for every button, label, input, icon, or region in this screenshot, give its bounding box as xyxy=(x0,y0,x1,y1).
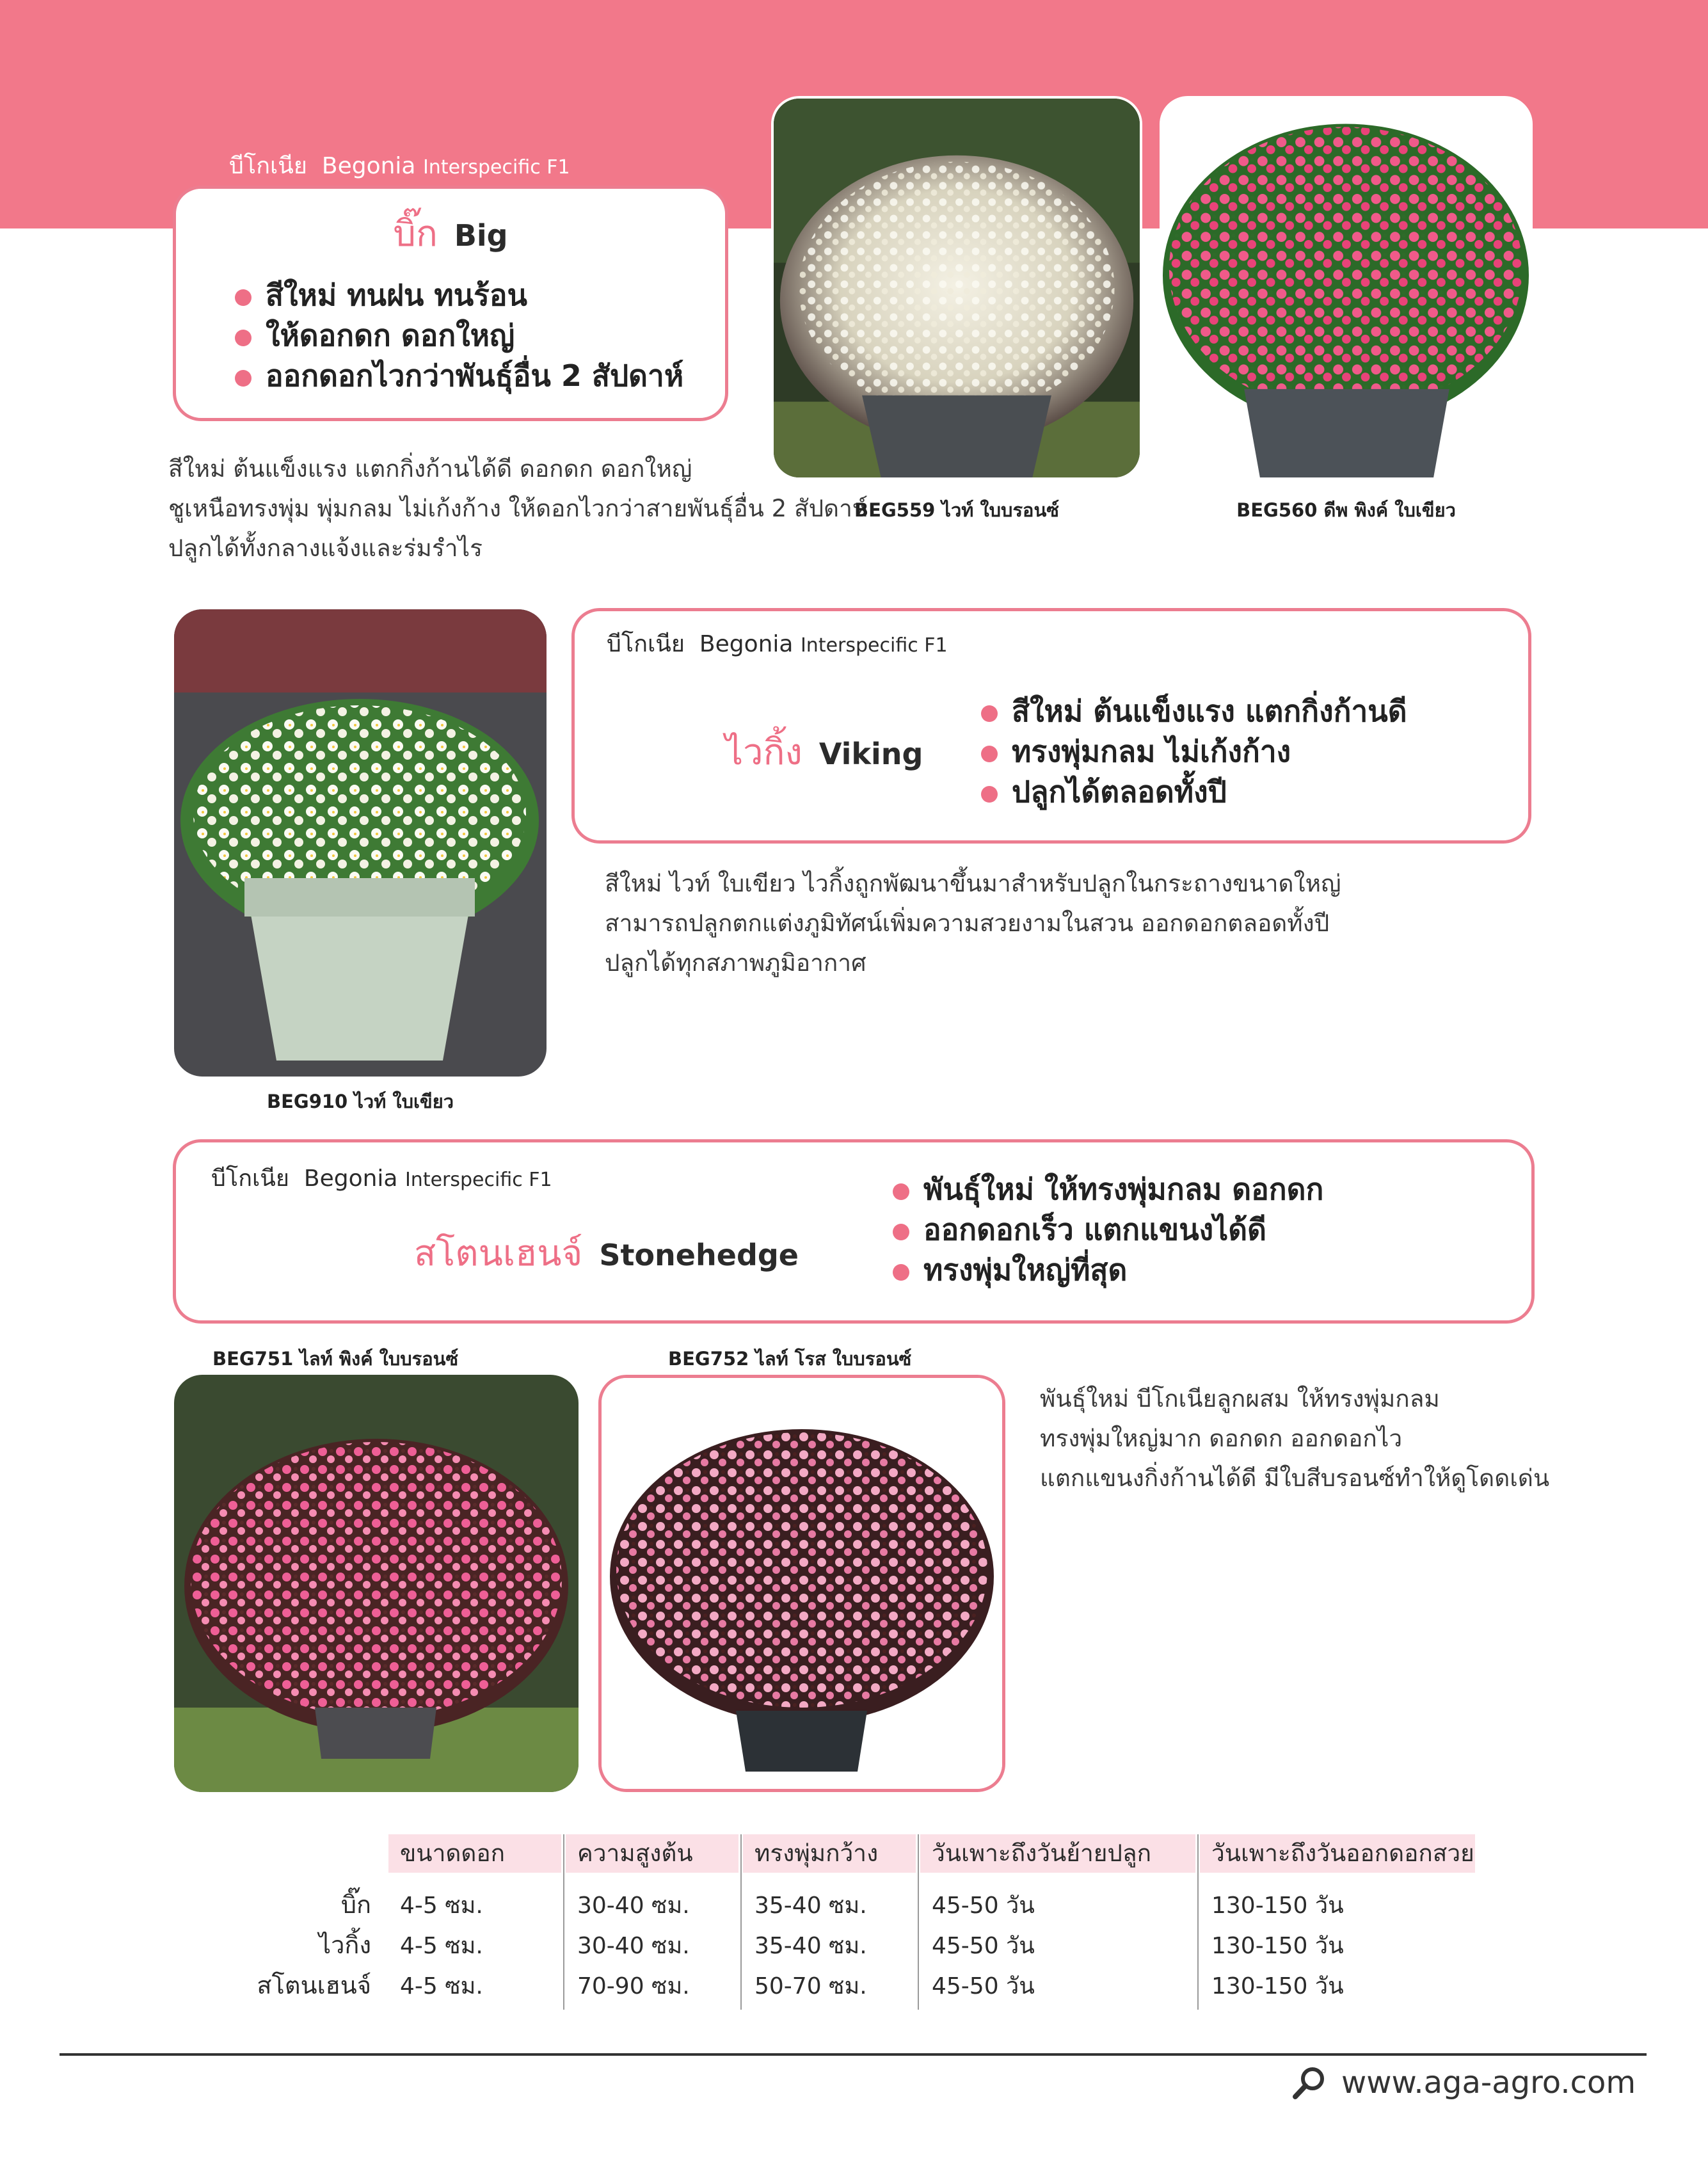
table-header: วันเพาะถึงวันย้ายปลูก xyxy=(920,1834,1195,1873)
list-item: ทรงพุ่มใหญ่ที่สุด xyxy=(893,1250,1323,1290)
row-label: ไวกิ้ง xyxy=(318,1931,371,1959)
viking-title xyxy=(725,723,923,780)
viking-info-card xyxy=(571,608,1531,844)
table-cell: 45-50 วัน xyxy=(932,1893,1035,1919)
list-item: สีใหม่ ทนฝน ทนร้อน xyxy=(235,275,683,316)
stonehedge-name-thai: สโตนเฮนจ์ xyxy=(414,1233,583,1274)
photo-caption: BEG752 ไลท์ โรส ใบบรอนซ์ xyxy=(668,1348,912,1370)
column-divider xyxy=(918,1834,919,2010)
big-feature-list xyxy=(235,275,683,396)
table-cell: 130-150 วัน xyxy=(1211,1973,1344,1999)
table-header: ขนาดดอก xyxy=(388,1834,561,1873)
table-cell: 70-90 ซม. xyxy=(577,1973,690,1999)
search-icon xyxy=(1291,2065,1327,2101)
list-item: ออกดอกเร็ว แตกแขนงได้ดี xyxy=(893,1210,1323,1250)
viking-name-english: Viking xyxy=(818,737,923,771)
big-name-thai: บิ๊ก xyxy=(393,213,438,255)
row-label: บิ๊ก xyxy=(340,1891,371,1919)
stonehedge-description: พันธุ์ใหม่ บีโกเนียลูกผสม ให้ทรงพุ่มกลม ทรงพุ่มใหญ่มาก ดอกดก ออกดอกไว แตกแขนงกิ่งก้านได้ดี มีใบสีบรอนซ์ทำให้ดูโดดเด่น xyxy=(1040,1385,1550,1492)
photo-caption: BEG910 ไวท์ ใบเขียว xyxy=(266,1091,454,1112)
viking-subtitle: บีโกเนีย Begonia Interspecific F1 xyxy=(607,631,948,657)
big-subtitle: บีโกเนีย Begonia Interspecific F1 xyxy=(229,153,570,179)
table-header: ความสูงต้น xyxy=(566,1834,738,1873)
table-header: วันเพาะถึงวันออกดอกสวย xyxy=(1200,1834,1475,1873)
table-cell: 30-40 ซม. xyxy=(577,1893,690,1919)
table-cell: 45-50 วัน xyxy=(932,1973,1035,1999)
big-info-card xyxy=(173,186,728,421)
list-item: ปลูกได้ตลอดทั้งปี xyxy=(981,772,1407,812)
table-cell: 35-40 ซม. xyxy=(754,1933,867,1959)
photo-caption: BEG560 ดีพ พิงค์ ใบเขียว xyxy=(1236,499,1456,521)
stonehedge-subtitle: บีโกเนีย Begonia Interspecific F1 xyxy=(211,1165,552,1192)
table-cell: 35-40 ซม. xyxy=(754,1893,867,1919)
stonehedge-feature-list xyxy=(893,1169,1323,1290)
deep-pink-begonia-photo xyxy=(1160,96,1533,480)
table-cell: 4-5 ซม. xyxy=(400,1893,483,1919)
table-cell: 130-150 วัน xyxy=(1211,1933,1344,1959)
light-rose-begonia-photo xyxy=(598,1375,1005,1792)
column-divider xyxy=(563,1834,564,2010)
big-name-english: Big xyxy=(454,218,508,253)
stonehedge-info-card xyxy=(173,1139,1535,1324)
white-begonia-bronze-leaf-photo xyxy=(771,96,1142,480)
white-begonia-green-leaf-photo xyxy=(174,609,547,1077)
table-cell: 45-50 วัน xyxy=(932,1933,1035,1959)
stonehedge-name-english: Stonehedge xyxy=(599,1238,799,1272)
viking-description: สีใหม่ ไวท์ ใบเขียว ไวกิ้งถูกพัฒนาขึ้นมาสำหรับปลูกในกระถางขนาดใหญ่ สามารถปลูกตกแต่งภูมิทัศน์เพิ่มความสวยงามในสวน ออกดอกตลอดทั้งปี ปลูกได้ทุกสภาพภูมิอากาศ xyxy=(605,870,1341,977)
list-item: ให้ดอกดก ดอกใหญ่ xyxy=(235,316,683,356)
list-item: ทรงพุ่มกลม ไม่เก้งก้าง xyxy=(981,732,1407,772)
stonehedge-title xyxy=(414,1224,799,1281)
list-item: ออกดอกไวกว่าพันธุ์อื่น 2 สัปดาห์ xyxy=(235,356,683,396)
big-title xyxy=(176,205,725,262)
light-pink-begonia-photo xyxy=(174,1375,579,1792)
table-cell: 4-5 ซม. xyxy=(400,1973,483,1999)
column-divider xyxy=(740,1834,742,2010)
row-label: สโตนเฮนจ์ xyxy=(257,1971,371,1999)
table-cell: 4-5 ซม. xyxy=(400,1933,483,1959)
big-description: สีใหม่ ต้นแข็งแรง แตกกิ่งก้านได้ดี ดอกดก ดอกใหญ่ ชูเหนือทรงพุ่ม พุ่มกลม ไม่เก้งก้าง ให้ดอกไวกว่าสายพันธุ์อื่น 2 สัปดาห์ ปลูกได้ทั้งกลางแจ้งและร่มรำไร xyxy=(168,455,868,562)
photo-caption: BEG559 ไวท์ ใบบรอนซ์ xyxy=(854,499,1059,521)
table-cell: 50-70 ซม. xyxy=(754,1973,867,1999)
website-link[interactable]: www.aga-agro.com xyxy=(1341,2065,1636,2101)
table-header: ทรงพุ่มกว้าง xyxy=(743,1834,916,1873)
footer-divider xyxy=(60,2053,1647,2056)
viking-name-thai: ไวกิ้ง xyxy=(725,732,802,773)
table-cell: 130-150 วัน xyxy=(1211,1893,1344,1919)
table-cell: 30-40 ซม. xyxy=(577,1933,690,1959)
list-item: พันธุ์ใหม่ ให้ทรงพุ่มกลม ดอกดก xyxy=(893,1169,1323,1210)
viking-feature-list xyxy=(981,691,1407,812)
column-divider xyxy=(1197,1834,1199,2010)
photo-caption: BEG751 ไลท์ พิงค์ ใบบรอนซ์ xyxy=(212,1348,459,1370)
list-item: สีใหม่ ต้นแข็งแรง แตกกิ่งก้านดี xyxy=(981,691,1407,732)
